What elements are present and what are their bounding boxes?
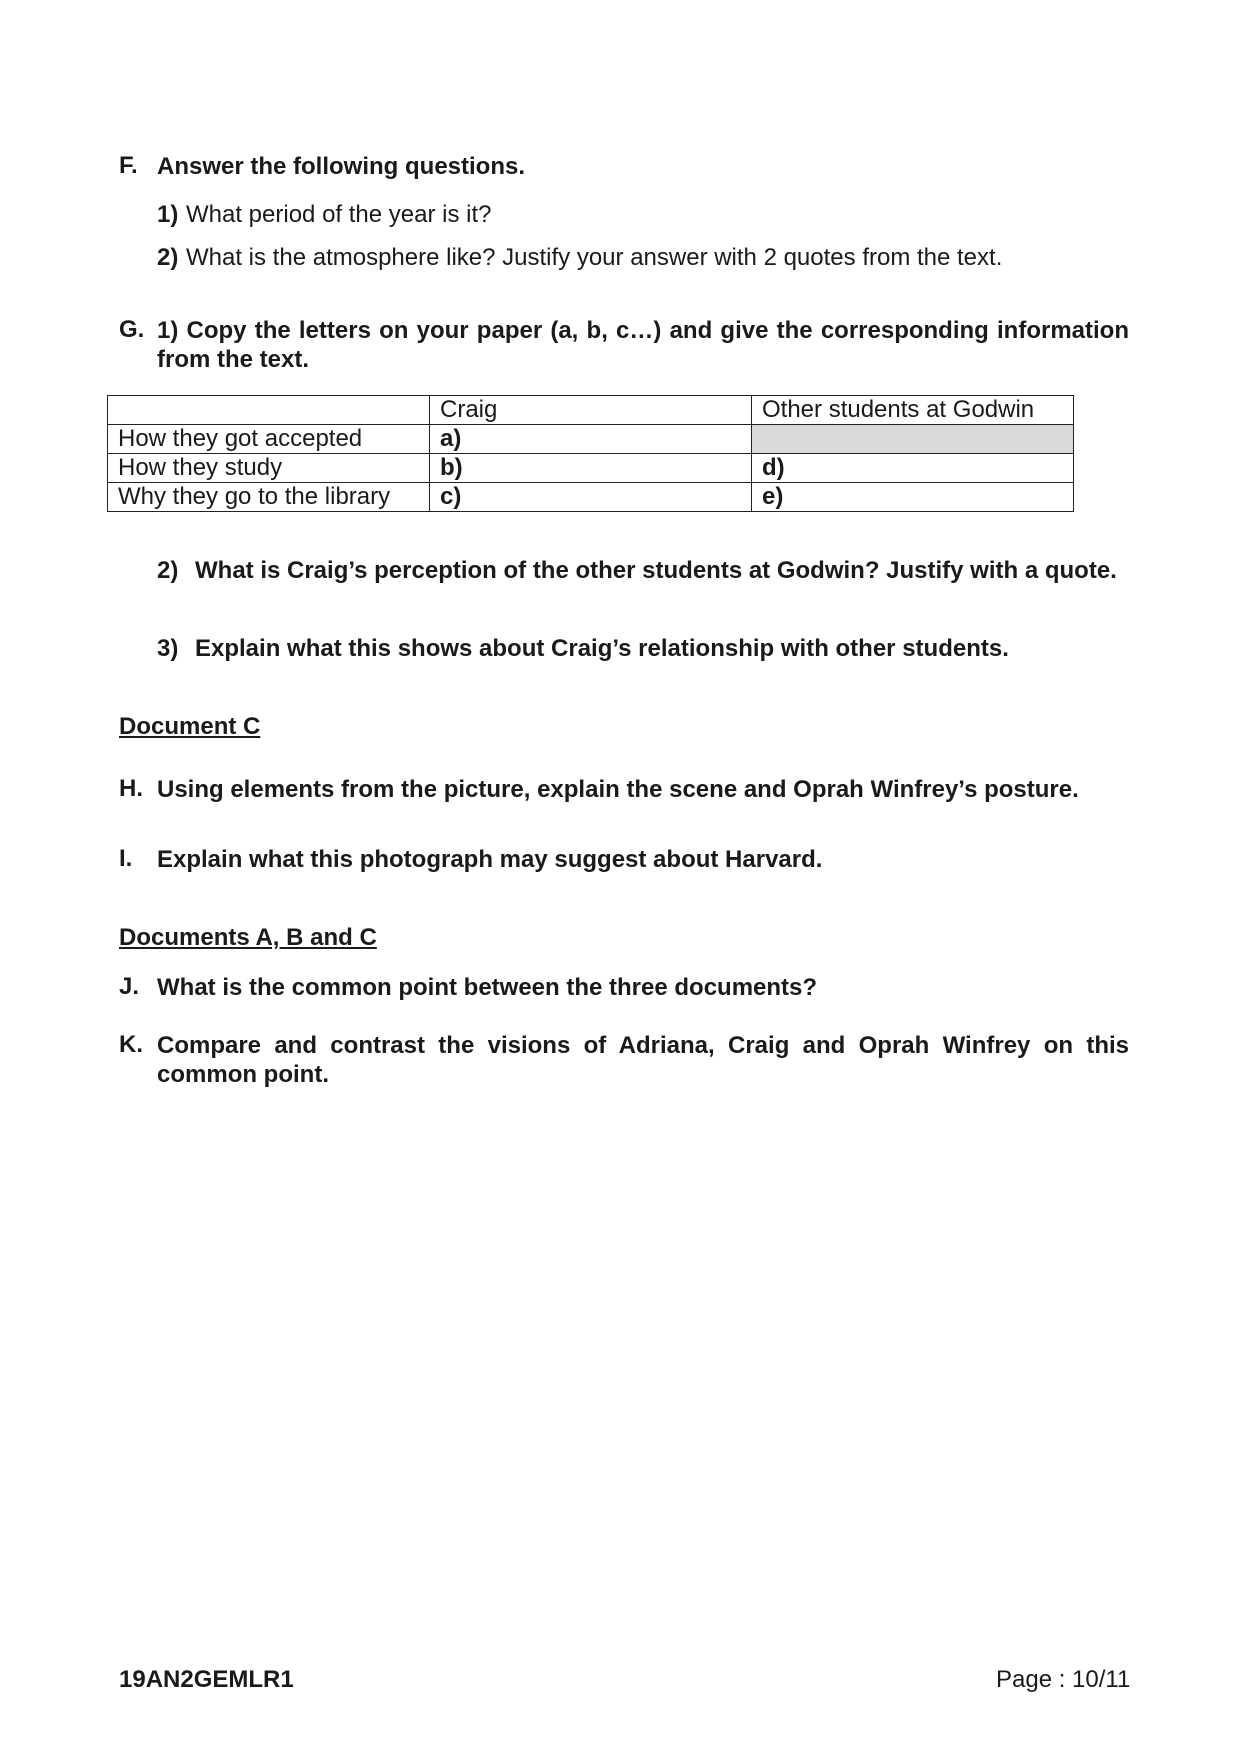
question-k-letter: K. — [119, 1031, 143, 1058]
question-h-letter: H. — [119, 775, 143, 802]
question-i-letter: I. — [119, 845, 133, 872]
table-row — [108, 425, 1074, 454]
table-cell-other: e) — [752, 483, 1074, 512]
question-g-3 — [157, 634, 1129, 664]
question-f-letter: F. — [119, 152, 138, 179]
question-g-2-num: 2) — [157, 557, 179, 584]
question-g-2 — [157, 556, 1129, 616]
question-k — [119, 1031, 1129, 1091]
table-row — [108, 454, 1074, 483]
table-row-label: How they study — [108, 454, 430, 483]
table-row — [108, 483, 1074, 512]
footer-page-number: Page : 10/11 — [996, 1666, 1131, 1693]
documents-abc-heading: Documents A, B and C — [119, 924, 377, 951]
table-cell-craig: b) — [430, 454, 752, 483]
question-j-letter: J. — [119, 973, 140, 1000]
table-header-row — [108, 396, 1074, 425]
question-h-text: Using elements from the picture, explain the scene and Oprah Winfrey’s posture. — [157, 776, 1079, 803]
footer-exam-code: 19AN2GEMLR1 — [119, 1666, 294, 1693]
question-k-text: Compare and contrast the visions of Adriana, Craig and Oprah Winfrey on this common point. — [157, 1032, 1129, 1088]
question-f-2 — [157, 243, 1129, 273]
table-cell-craig: a) — [430, 425, 752, 454]
question-j — [119, 973, 1129, 1003]
question-i-text: Explain what this photograph may suggest about Harvard. — [157, 846, 823, 873]
question-f-2-num: 2) — [157, 244, 179, 271]
table-row-label: How they got accepted — [108, 425, 430, 454]
question-f — [119, 152, 1129, 182]
question-h — [119, 775, 1129, 805]
question-g-letter: G. — [119, 316, 145, 343]
table-header-cell: Other students at Godwin — [752, 396, 1074, 425]
table-cell-craig: c) — [430, 483, 752, 512]
question-f-2-text: What is the atmosphere like? Justify your answer with 2 quotes from the text. — [186, 244, 1003, 271]
table-header-cell: Craig — [430, 396, 752, 425]
info-table — [107, 395, 1074, 512]
question-g-3-text: Explain what this shows about Craig’s relationship with other students. — [195, 635, 1009, 662]
question-f-1 — [157, 200, 1129, 230]
question-g-3-num: 3) — [157, 635, 179, 662]
table-row-label: Why they go to the library — [108, 483, 430, 512]
table-cell-other: d) — [752, 454, 1074, 483]
question-f-text: Answer the following questions. — [157, 153, 526, 180]
question-f-1-num: 1) — [157, 201, 179, 228]
table-header-cell — [108, 396, 430, 425]
question-g — [119, 316, 1129, 376]
question-g-text: 1) Copy the letters on your paper (a, b, c…) and give the corresponding information from the text. — [157, 317, 1129, 373]
question-g-2-text: What is Craig’s perception of the other students at Godwin? Justify with a quote. — [195, 557, 1117, 584]
question-j-text: What is the common point between the three documents? — [157, 974, 818, 1001]
table-cell-other-shaded — [752, 425, 1074, 454]
question-f-1-text: What period of the year is it? — [186, 201, 492, 228]
document-c-heading: Document C — [119, 713, 261, 740]
question-i — [119, 845, 1129, 875]
